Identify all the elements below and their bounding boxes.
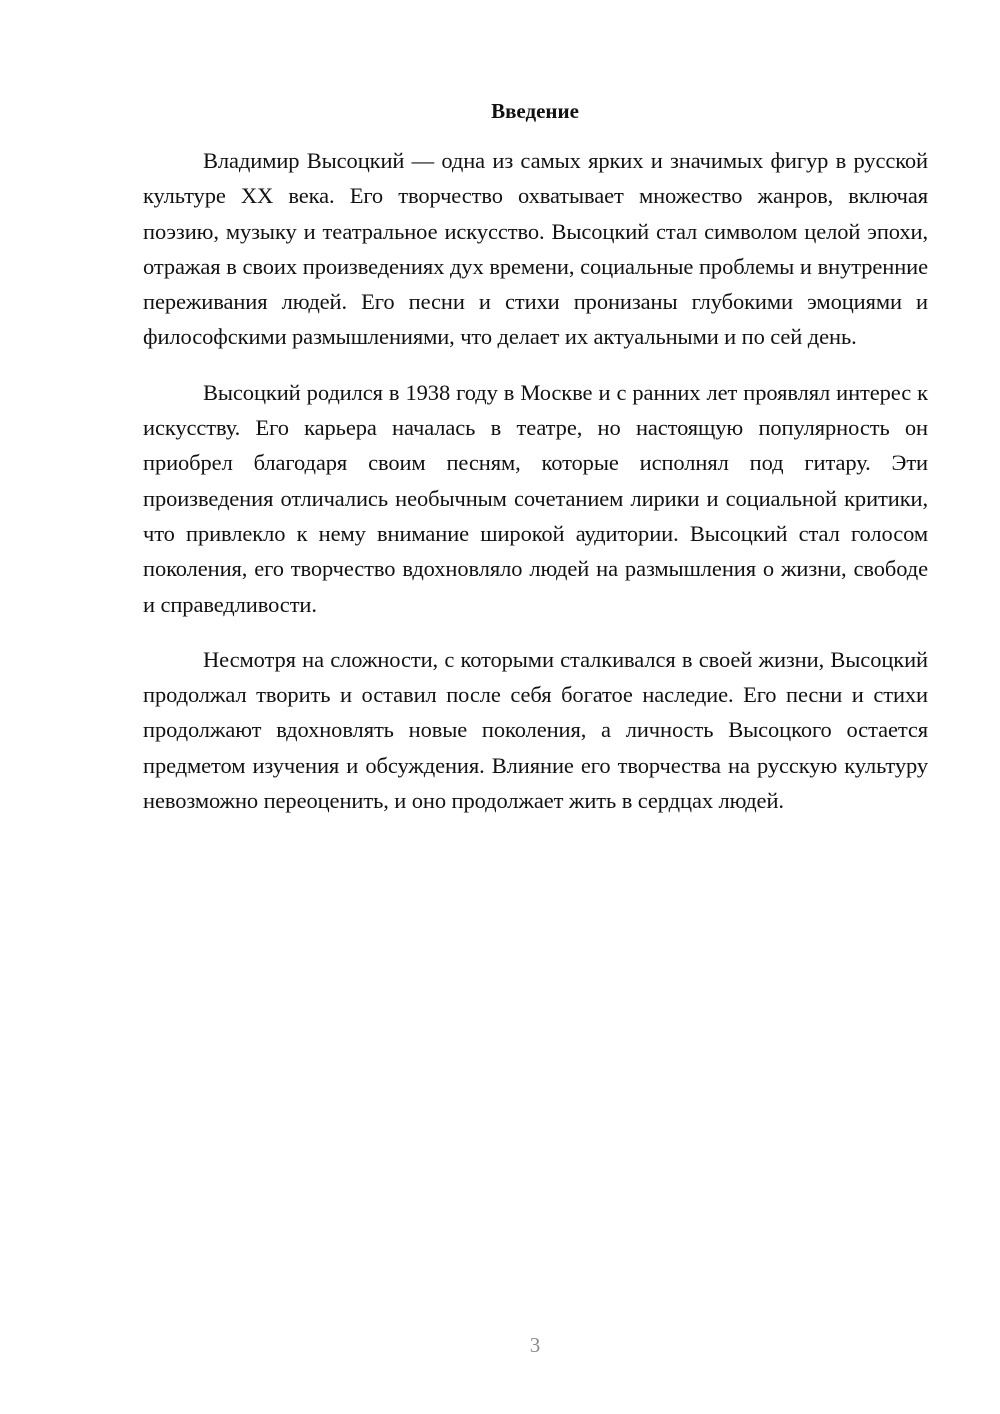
paragraph-3: Несмотря на сложности, с которыми сталкивался в своей жизни, Высоцкий продолжал творить и оставил после себя богатое наследие. Его песни и стихи продолжают вдохновлять новые поколения, а личность Высоцкого остается предметом изучения и обсуждения. Влияние его творчества на русскую культуру невозможно переоценить, и оно продолжает жить в сердцах людей. <box>143 646 928 814</box>
paragraph-1: Владимир Высоцкий — одна из самых ярких и значимых фигур в русской культуре XX века. Его творчество охватывает множество жанров, включая поэзию, музыку и театральное искусство. Высоцкий стал символом целой эпохи, отражая в своих произведениях дух времени, социальные проблемы и внутренние переживания людей. Его песни и стихи пронизаны глубокими эмоциями и философскими размышлениями, что делает их актуальными и по сей день. <box>143 148 928 350</box>
section-title: Введение <box>491 99 579 123</box>
document-body <box>143 143 928 838</box>
page-number: 3 <box>529 1333 541 1357</box>
paragraph-2: Высоцкий родился в 1938 году в Москве и с ранних лет проявлял интерес к искусству. Его карьера началась в театре, но настоящую популярность он приобрел благодаря своим песням, которые исполнял под гитару. Эти произведения отличались необычным сочетанием лирики и социальной критики, что привлекло к нему внимание широкой аудитории. Высоцкий стал голосом поколения, его творчество вдохновляло людей на размышления о жизни, свободе и справедливости. <box>143 379 928 617</box>
